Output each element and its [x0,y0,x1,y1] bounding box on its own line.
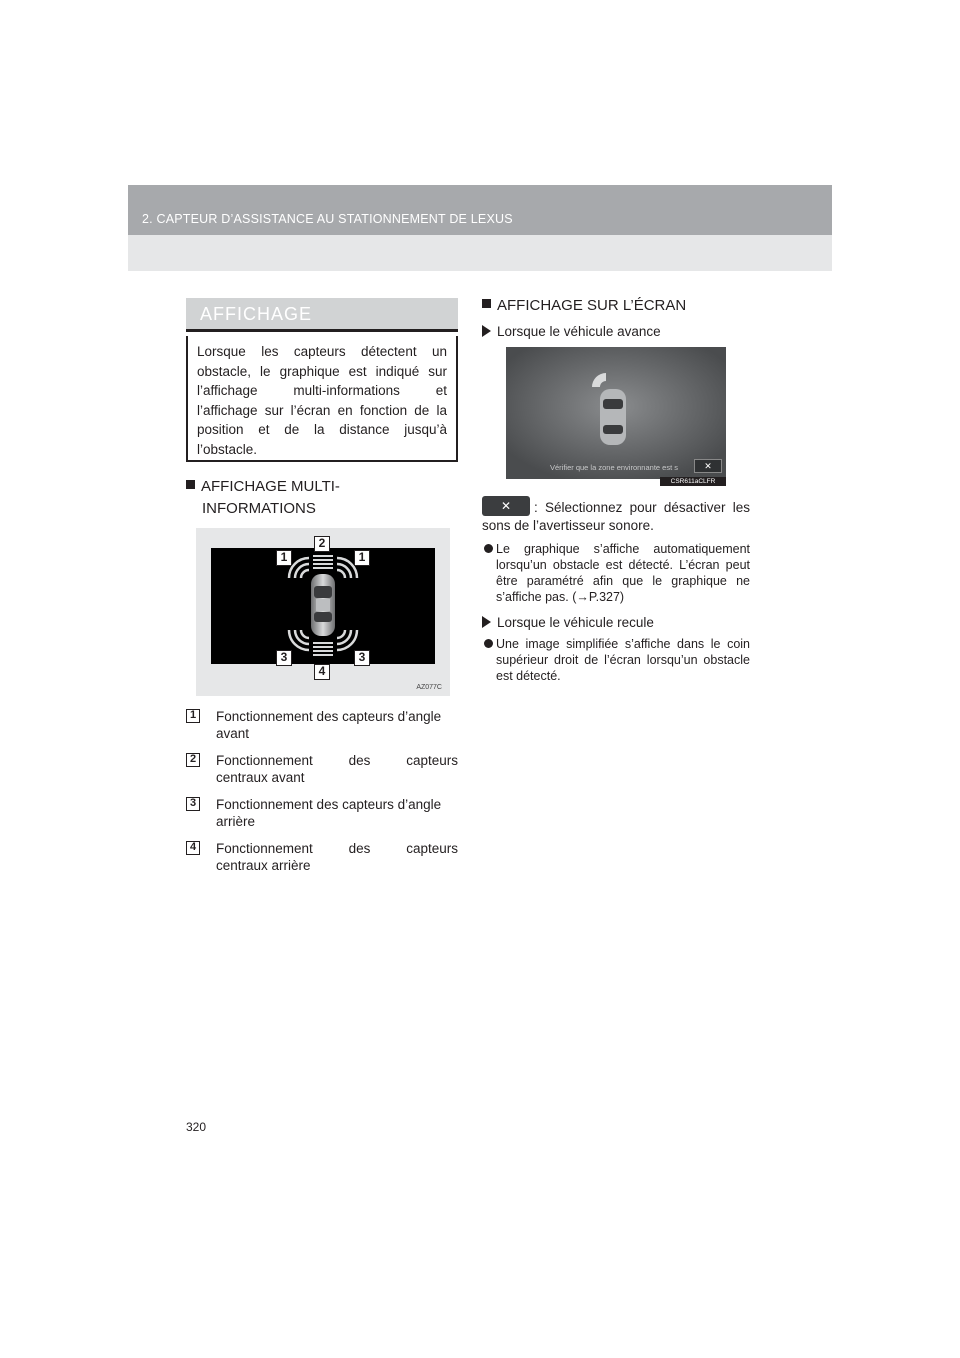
callout-1-right: 1 [354,550,370,566]
arrow-right-icon [482,616,491,628]
chapter-header-band [128,185,832,235]
chapter-title: 2. CAPTEUR D’ASSISTANCE AU STATIONNEMENT DE LEXUS [142,212,513,226]
legend-item [186,708,458,742]
legend-line-1: Fonctionnement des capteurs [216,753,458,768]
legend-item [186,796,458,830]
figure-code: AZ077C [416,684,442,691]
bullet-dot-icon [484,639,493,648]
bullet-item [482,636,750,684]
legend-line-1: Fonctionnement des capteurs d’angle [216,797,442,812]
multi-info-display [211,548,435,664]
screen-figure-code: CSR611aCLFR [660,477,726,486]
legend-item [186,840,458,874]
park-assist-screen [506,347,726,479]
callout-3-right: 3 [354,650,370,666]
legend-line-2: arrière [216,814,256,829]
intro-text: Lorsque les capteurs détectent un obstacle, le graphique est indiqué sur l’affichage multi-informations et l’affichage sur l’écran en fonction de la position et de la distance jusqu’à l’obstacle. [197,344,447,457]
car-top-view-icon [311,574,335,636]
forward-label: Lorsque le véhicule avance [482,323,661,341]
intro-box [186,336,458,462]
speaker-mute-icon: ✕ [500,499,512,513]
square-bullet-icon [482,299,491,308]
legend-line-1: Fonctionnement des capteurs d’angle [216,709,442,724]
callout-4: 4 [314,664,330,680]
legend-line-1: Fonctionnement des capteurs [216,841,458,856]
bullet-item [482,541,750,605]
section-heading-band [186,298,458,332]
bullet-text: Une image simplifiée s’affiche dans le coin supérieur droit de l’écran lorsqu’un obstacle est détecté. [496,637,750,683]
speaker-mute-icon: ✕ [704,461,712,471]
multi-info-figure [196,528,450,696]
legend-number: 4 [186,841,200,855]
bullet-dot-icon [484,544,493,553]
reverse-label: Lorsque le véhicule recule [482,614,654,632]
section-heading: AFFICHAGE [200,304,313,324]
screen-message: Vérifier que la zone environnante est s [550,463,678,472]
square-bullet-icon [186,480,195,489]
mute-buzzer-button[interactable] [694,459,722,473]
bullet-text: Le graphique s’affiche automatiquement lorsqu’un obstacle est détecté. L’écran peut être paramétré afin que le graphique ne s’affiche pas. (→P.327) [496,542,750,604]
page-number: 320 [186,1120,207,1134]
subheading-multi-info [186,476,458,520]
subheading-line-2: INFORMATIONS [202,500,316,517]
legend-number: 1 [186,709,200,723]
mute-description: : Sélectionnez pour désactiver les sons de l’avertisseur sonore. [482,500,750,533]
front-center-sensor-bars [313,555,333,569]
callout-2: 2 [314,536,330,552]
screen-car-illustration [506,347,726,479]
callout-3-left: 3 [276,650,292,666]
legend-line-2: avant [216,726,250,741]
callout-1-left: 1 [276,550,292,566]
legend-line-2: centraux arrière [216,858,311,873]
legend-number: 3 [186,797,200,811]
subheading-screen-display: AFFICHAGE SUR L’ÉCRAN [482,295,686,317]
legend-number: 2 [186,753,200,767]
arrow-right-icon [482,325,491,337]
subheading-line-1a: AFFICHAGE MULTI- [201,478,340,495]
legend-line-2: centraux avant [216,770,305,785]
car-sensor-illustration [211,548,435,664]
chapter-header [128,185,832,271]
legend-item [186,752,458,786]
rear-center-sensor-bars [313,642,333,656]
